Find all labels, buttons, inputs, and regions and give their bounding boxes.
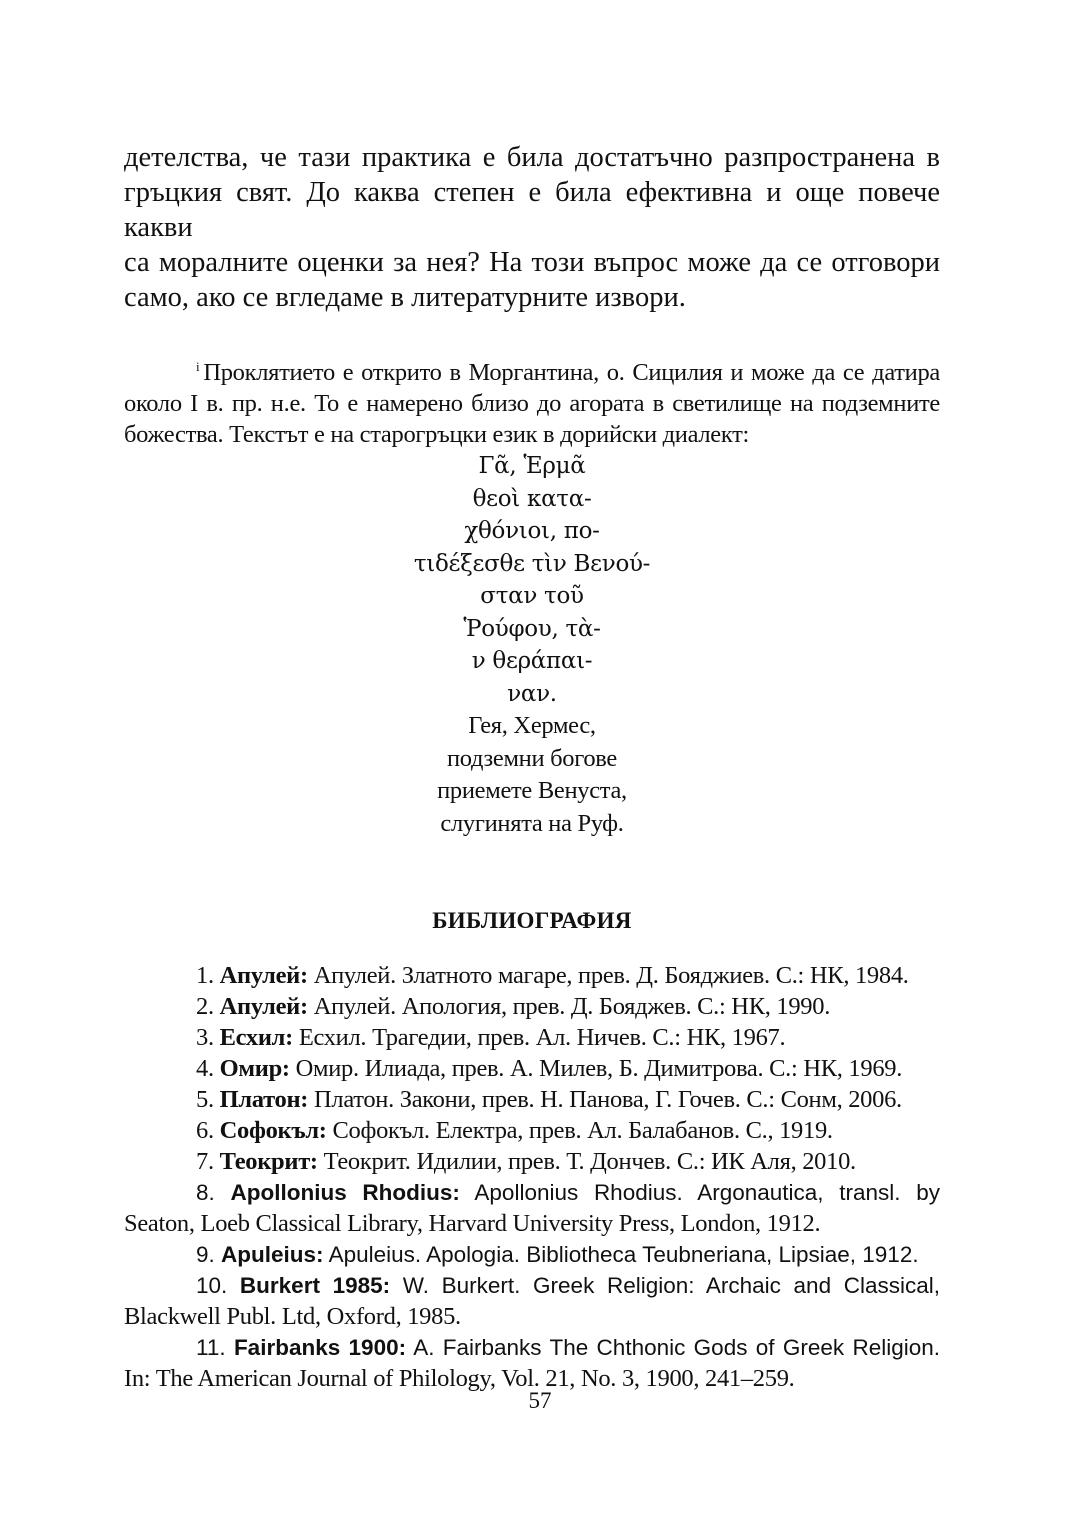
entry-label: Apollonius Rhodius: bbox=[230, 1180, 460, 1205]
greek-line: ναν. bbox=[507, 680, 557, 707]
entry-text: A. Fairbanks The Chthonic Gods of Greek Religion. bbox=[413, 1335, 940, 1360]
greek-line: τιδέξεσθε τὶν Βενού- bbox=[413, 550, 651, 577]
body-line: само, ако се вгледаме в литературните извори. bbox=[124, 282, 686, 313]
entry-line: Seaton, Loeb Classical Library, Harvard University Press, London, 1912. bbox=[124, 1210, 821, 1237]
entry-text: Есхил. Трагедии, прев. Ал. Ничев. С.: НК, 1967. bbox=[298, 1024, 786, 1051]
bibliography-entry bbox=[124, 1084, 940, 1115]
bibliography-entry bbox=[124, 1239, 940, 1270]
entry-number: 5. bbox=[196, 1086, 214, 1113]
entry-line: Blackwell Publ. Ltd, Oxford, 1985. bbox=[124, 1303, 461, 1330]
entry-line bbox=[124, 1332, 940, 1363]
translation-line: приемете Венуста, bbox=[437, 777, 627, 804]
entry-line bbox=[124, 1177, 940, 1208]
entry-label: Apuleius: bbox=[221, 1242, 324, 1267]
entry-text: Apollonius Rhodius. Argonautica, transl. by bbox=[474, 1180, 940, 1205]
page-content bbox=[124, 140, 940, 1394]
footnote-line bbox=[124, 351, 940, 388]
greek-line: χθόνιοι, πο- bbox=[464, 518, 600, 544]
entry-text: Apuleius. Apologia. Bibliotheca Teubneriana, Lipsiae, 1912. bbox=[328, 1242, 919, 1267]
entry-line bbox=[124, 1084, 940, 1115]
entry-label: Есхил: bbox=[219, 1024, 293, 1051]
entry-text: Платон. Закони, прев. Н. Панова, Г. Гочев. С.: Сонм, 2006. bbox=[314, 1086, 902, 1113]
footnote-text: Проклятието е открито в Моргантина, о. Сицилия и може да се датира bbox=[203, 359, 940, 386]
entry-number: 1. bbox=[196, 962, 214, 989]
body-line: са моралните оценки за нея? На този въпрос може да се отговори bbox=[124, 247, 940, 278]
bibliography-entry bbox=[124, 1177, 940, 1239]
translation-line: подземни богове bbox=[446, 744, 618, 772]
entry-label: Теокрит: bbox=[219, 1148, 318, 1175]
entry-number: 4. bbox=[196, 1055, 214, 1082]
entry-text: W. Burkert. Greek Religion: Archaic and Classical, bbox=[402, 1273, 940, 1298]
greek-inscription bbox=[124, 450, 940, 710]
inscription-translation bbox=[124, 710, 940, 840]
entry-number: 2. bbox=[196, 993, 214, 1020]
entry-line bbox=[124, 1115, 940, 1146]
bibliography-entry bbox=[124, 991, 940, 1022]
bibliography-entry bbox=[124, 1115, 940, 1146]
entry-line bbox=[124, 1146, 940, 1177]
entry-number: 11. bbox=[196, 1335, 226, 1360]
bibliography-entry bbox=[124, 1022, 940, 1053]
translation-line: Гея, Хермес, bbox=[468, 712, 596, 739]
entry-label: Софокъл: bbox=[219, 1117, 327, 1144]
bibliography-entry bbox=[124, 1053, 940, 1084]
entry-line bbox=[124, 1239, 940, 1270]
greek-line: σταν τοῦ bbox=[480, 583, 584, 609]
greek-line: Γᾶ, Ἑρμᾶ bbox=[478, 453, 586, 479]
bibliography-entry bbox=[124, 1146, 940, 1177]
entry-number: 3. bbox=[196, 1024, 214, 1051]
entry-line bbox=[124, 960, 940, 991]
body-line: детелства, че тази практика е била достатъчно разпространена в bbox=[124, 142, 940, 173]
entry-line: In: The American Journal of Philology, Vol. 21, No. 3, 1900, 241–259. bbox=[124, 1365, 795, 1392]
entry-number: 7. bbox=[196, 1148, 214, 1175]
entry-label: Апулей: bbox=[219, 993, 308, 1020]
page-number: 57 bbox=[528, 1388, 552, 1413]
entry-text: Апулей. Златното магаре, прев. Д. Бояджиев. С.: НК, 1984. bbox=[313, 962, 909, 989]
body-line: гръцкия свят. До каква степен е била ефективна и още повече какви bbox=[124, 177, 940, 243]
entry-label: Омир: bbox=[219, 1055, 290, 1082]
entry-number: 6. bbox=[196, 1117, 214, 1144]
footnote-line: около I в. пр. н.е. То е намерено близо до агората в светилище на подземните bbox=[124, 390, 940, 417]
entry-line bbox=[124, 1270, 940, 1301]
entry-line bbox=[124, 1022, 940, 1053]
bibliography-heading: БИБЛИОГРАФИЯ bbox=[432, 908, 632, 933]
greek-line: θεοὶ κατα- bbox=[472, 485, 592, 512]
footnote-marker: i bbox=[196, 359, 200, 374]
bibliography-entry bbox=[124, 1332, 940, 1394]
footnote-line: божества. Текстът е на старогръцки език в дорийски диалект: bbox=[124, 421, 750, 448]
bibliography-list bbox=[124, 960, 940, 1394]
entry-number: 8. bbox=[196, 1180, 215, 1205]
greek-line: ν θεράπαι- bbox=[471, 648, 593, 674]
entry-label: Burkert 1985: bbox=[239, 1273, 391, 1298]
entry-number: 10. bbox=[196, 1273, 228, 1298]
entry-text: Омир. Илиада, прев. А. Милев, Б. Димитрова. С.: НК, 1969. bbox=[295, 1055, 903, 1082]
greek-line: Ῥούφου, τὰ- bbox=[463, 615, 601, 642]
footnote bbox=[124, 351, 940, 840]
entry-line bbox=[124, 1053, 940, 1084]
entry-label: Платон: bbox=[219, 1086, 309, 1113]
bibliography-entry bbox=[124, 960, 940, 991]
body-paragraph bbox=[124, 140, 940, 315]
entry-text: Апулей. Апология, прев. Д. Бояджев. С.: НК, 1990. bbox=[313, 993, 831, 1020]
entry-line bbox=[124, 991, 940, 1022]
entry-label: Fairbanks 1900: bbox=[233, 1335, 407, 1360]
entry-text: Теокрит. Идилии, прев. Т. Дончев. С.: ИК Аля, 2010. bbox=[323, 1148, 856, 1175]
entry-number: 9. bbox=[196, 1242, 215, 1267]
entry-label: Апулей: bbox=[219, 962, 308, 989]
entry-text: Софокъл. Електра, прев. Ал. Балабанов. С., 1919. bbox=[332, 1117, 833, 1144]
bibliography-entry bbox=[124, 1270, 940, 1332]
translation-line: слугинята на Руф. bbox=[440, 809, 624, 837]
